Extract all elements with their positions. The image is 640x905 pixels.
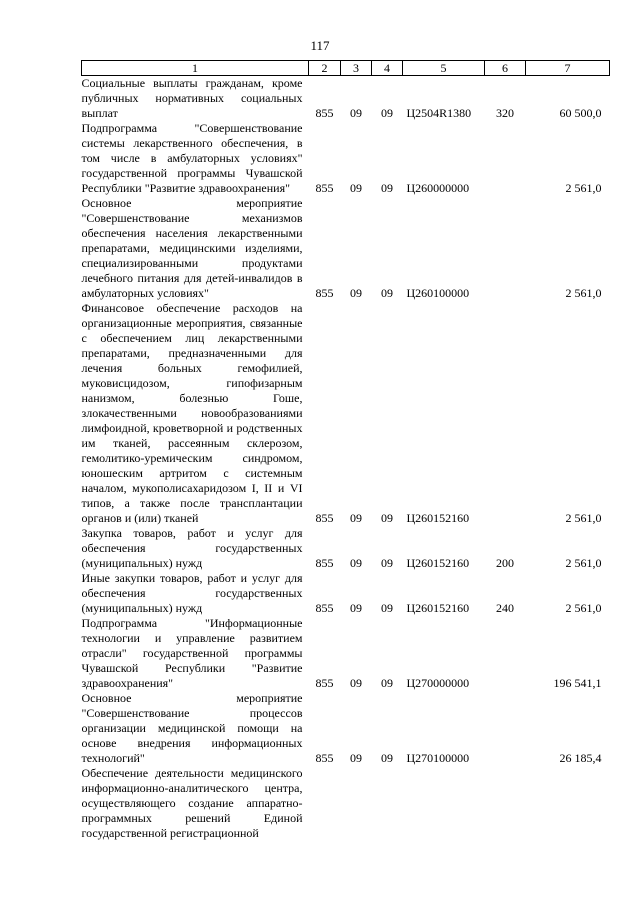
row-section: 09 (350, 286, 362, 300)
row-target-article: Ц260152160 (406, 511, 470, 525)
row-section: 09 (350, 676, 362, 690)
row-section: 09 (350, 556, 362, 570)
row-expense-type (485, 766, 526, 841)
row-amount: 2 561,0 (565, 556, 602, 570)
column-header-target-article: 5 (403, 61, 485, 76)
row-subsection: 09 (381, 556, 393, 570)
row-subsection: 09 (381, 601, 393, 615)
row-section: 09 (350, 181, 362, 195)
page-number: 117 (310, 38, 330, 53)
row-target-article: Ц270000000 (406, 676, 470, 690)
column-header-section: 3 (341, 61, 372, 76)
row-subsection: 09 (381, 181, 393, 195)
row-target-article: Ц260152160 (406, 556, 470, 570)
row-name: Подпрограмма "Информационные технологии и управление развитием отрасли" государственной программы Чувашской Республики "Развитие здравоохранения" (81, 616, 303, 690)
row-expense-type (485, 616, 526, 691)
table-header-row (82, 61, 610, 76)
table-row (82, 76, 610, 122)
table-row (82, 571, 610, 616)
row-amount: 196 541,1 (553, 676, 602, 690)
row-subsection: 09 (381, 676, 393, 690)
row-expense-type (485, 301, 526, 526)
row-ministry: 855 (315, 286, 334, 300)
row-name: Иные закупки товаров, работ и услуг для обеспечения государственных (муниципальных) нужд (81, 571, 303, 615)
row-amount: 2 561,0 (565, 601, 602, 615)
row-amount: 60 500,0 (559, 106, 602, 120)
table-row (82, 616, 610, 691)
column-header-expense-type: 6 (485, 61, 526, 76)
row-target-article: Ц260000000 (406, 181, 470, 195)
row-section: 09 (350, 601, 362, 615)
table-row (82, 526, 610, 571)
row-ministry: 855 (315, 511, 334, 525)
row-target-article (403, 766, 485, 841)
table-row (82, 196, 610, 301)
row-section: 09 (350, 751, 362, 765)
row-section: 09 (350, 511, 362, 525)
table-row (82, 691, 610, 766)
row-amount: 2 561,0 (565, 511, 602, 525)
row-subsection: 09 (381, 106, 393, 120)
row-amount: 2 561,0 (565, 286, 602, 300)
row-name: Финансовое обеспечение расходов на организационные мероприятия, связанные с обеспечением лиц лекарственными препаратами, предназначенными для лечения больных гемофилией, муковисцидозом, гипофизарным нанизмом, болезнью Гоше, злокачественными новообразованиями лимфоидной, кроветворной и родственных им тканей, рассеянным склерозом, гемолитико-уремическим синдромом, юношеским артритом с системным началом, мукополисахаридозом I, II и VI типов, а также после трансплантации органов и (или) тканей (81, 301, 303, 525)
row-name: Обеспечение деятельности медицинского информационно-аналитического центра, осуществляющего создание аппаратно-программных решений Единой государственной регистрационной (81, 766, 303, 840)
row-expense-type: 320 (496, 106, 514, 120)
column-header-amount: 7 (526, 61, 610, 76)
row-target-article: Ц260100000 (406, 286, 470, 300)
row-amount: 2 561,0 (565, 181, 602, 195)
row-amount (526, 766, 610, 841)
table-row (82, 766, 610, 841)
row-expense-type (485, 691, 526, 766)
row-section: 09 (350, 106, 362, 120)
row-expense-type: 240 (496, 601, 514, 615)
budget-table (81, 60, 610, 841)
row-target-article: Ц260152160 (406, 601, 470, 615)
row-name: Закупка товаров, работ и услуг для обеспечения государственных (муниципальных) нужд (81, 526, 303, 570)
table-row (82, 301, 610, 526)
row-section (341, 766, 372, 841)
row-ministry: 855 (315, 601, 334, 615)
column-header-name: 1 (82, 61, 309, 76)
row-ministry: 855 (315, 556, 334, 570)
row-name: Основное мероприятие "Совершенствование процессов организации медицинской помощи на основе внедрения информационных технологий" (81, 691, 303, 765)
row-target-article: Ц2504R1380 (406, 106, 472, 120)
row-amount: 26 185,4 (559, 751, 602, 765)
row-expense-type (485, 121, 526, 196)
row-ministry (309, 766, 341, 841)
row-expense-type: 200 (496, 556, 514, 570)
row-subsection: 09 (381, 511, 393, 525)
row-subsection: 09 (381, 286, 393, 300)
row-ministry: 855 (315, 676, 334, 690)
table-row (82, 121, 610, 196)
row-name: Подпрограмма "Совершенствование системы лекарственного обеспечения, в том числе в амбулаторных условиях" государственной программы Чувашской Республики "Развитие здравоохранения" (81, 121, 303, 195)
row-subsection (372, 766, 403, 841)
column-header-subsection: 4 (372, 61, 403, 76)
column-header-ministry: 2 (309, 61, 341, 76)
row-name: Основное мероприятие "Совершенствование механизмов обеспечения населения лекарственными препаратами, медицинскими изделиями, специализированными продуктами лечебного питания для детей-инвалидов в амбулаторных условиях" (81, 196, 303, 300)
row-expense-type (485, 196, 526, 301)
row-ministry: 855 (315, 181, 334, 195)
row-ministry: 855 (315, 106, 334, 120)
row-target-article: Ц270100000 (406, 751, 470, 765)
row-subsection: 09 (381, 751, 393, 765)
row-name: Социальные выплаты гражданам, кроме публичных нормативных социальных выплат (81, 76, 303, 120)
row-ministry: 855 (315, 751, 334, 765)
